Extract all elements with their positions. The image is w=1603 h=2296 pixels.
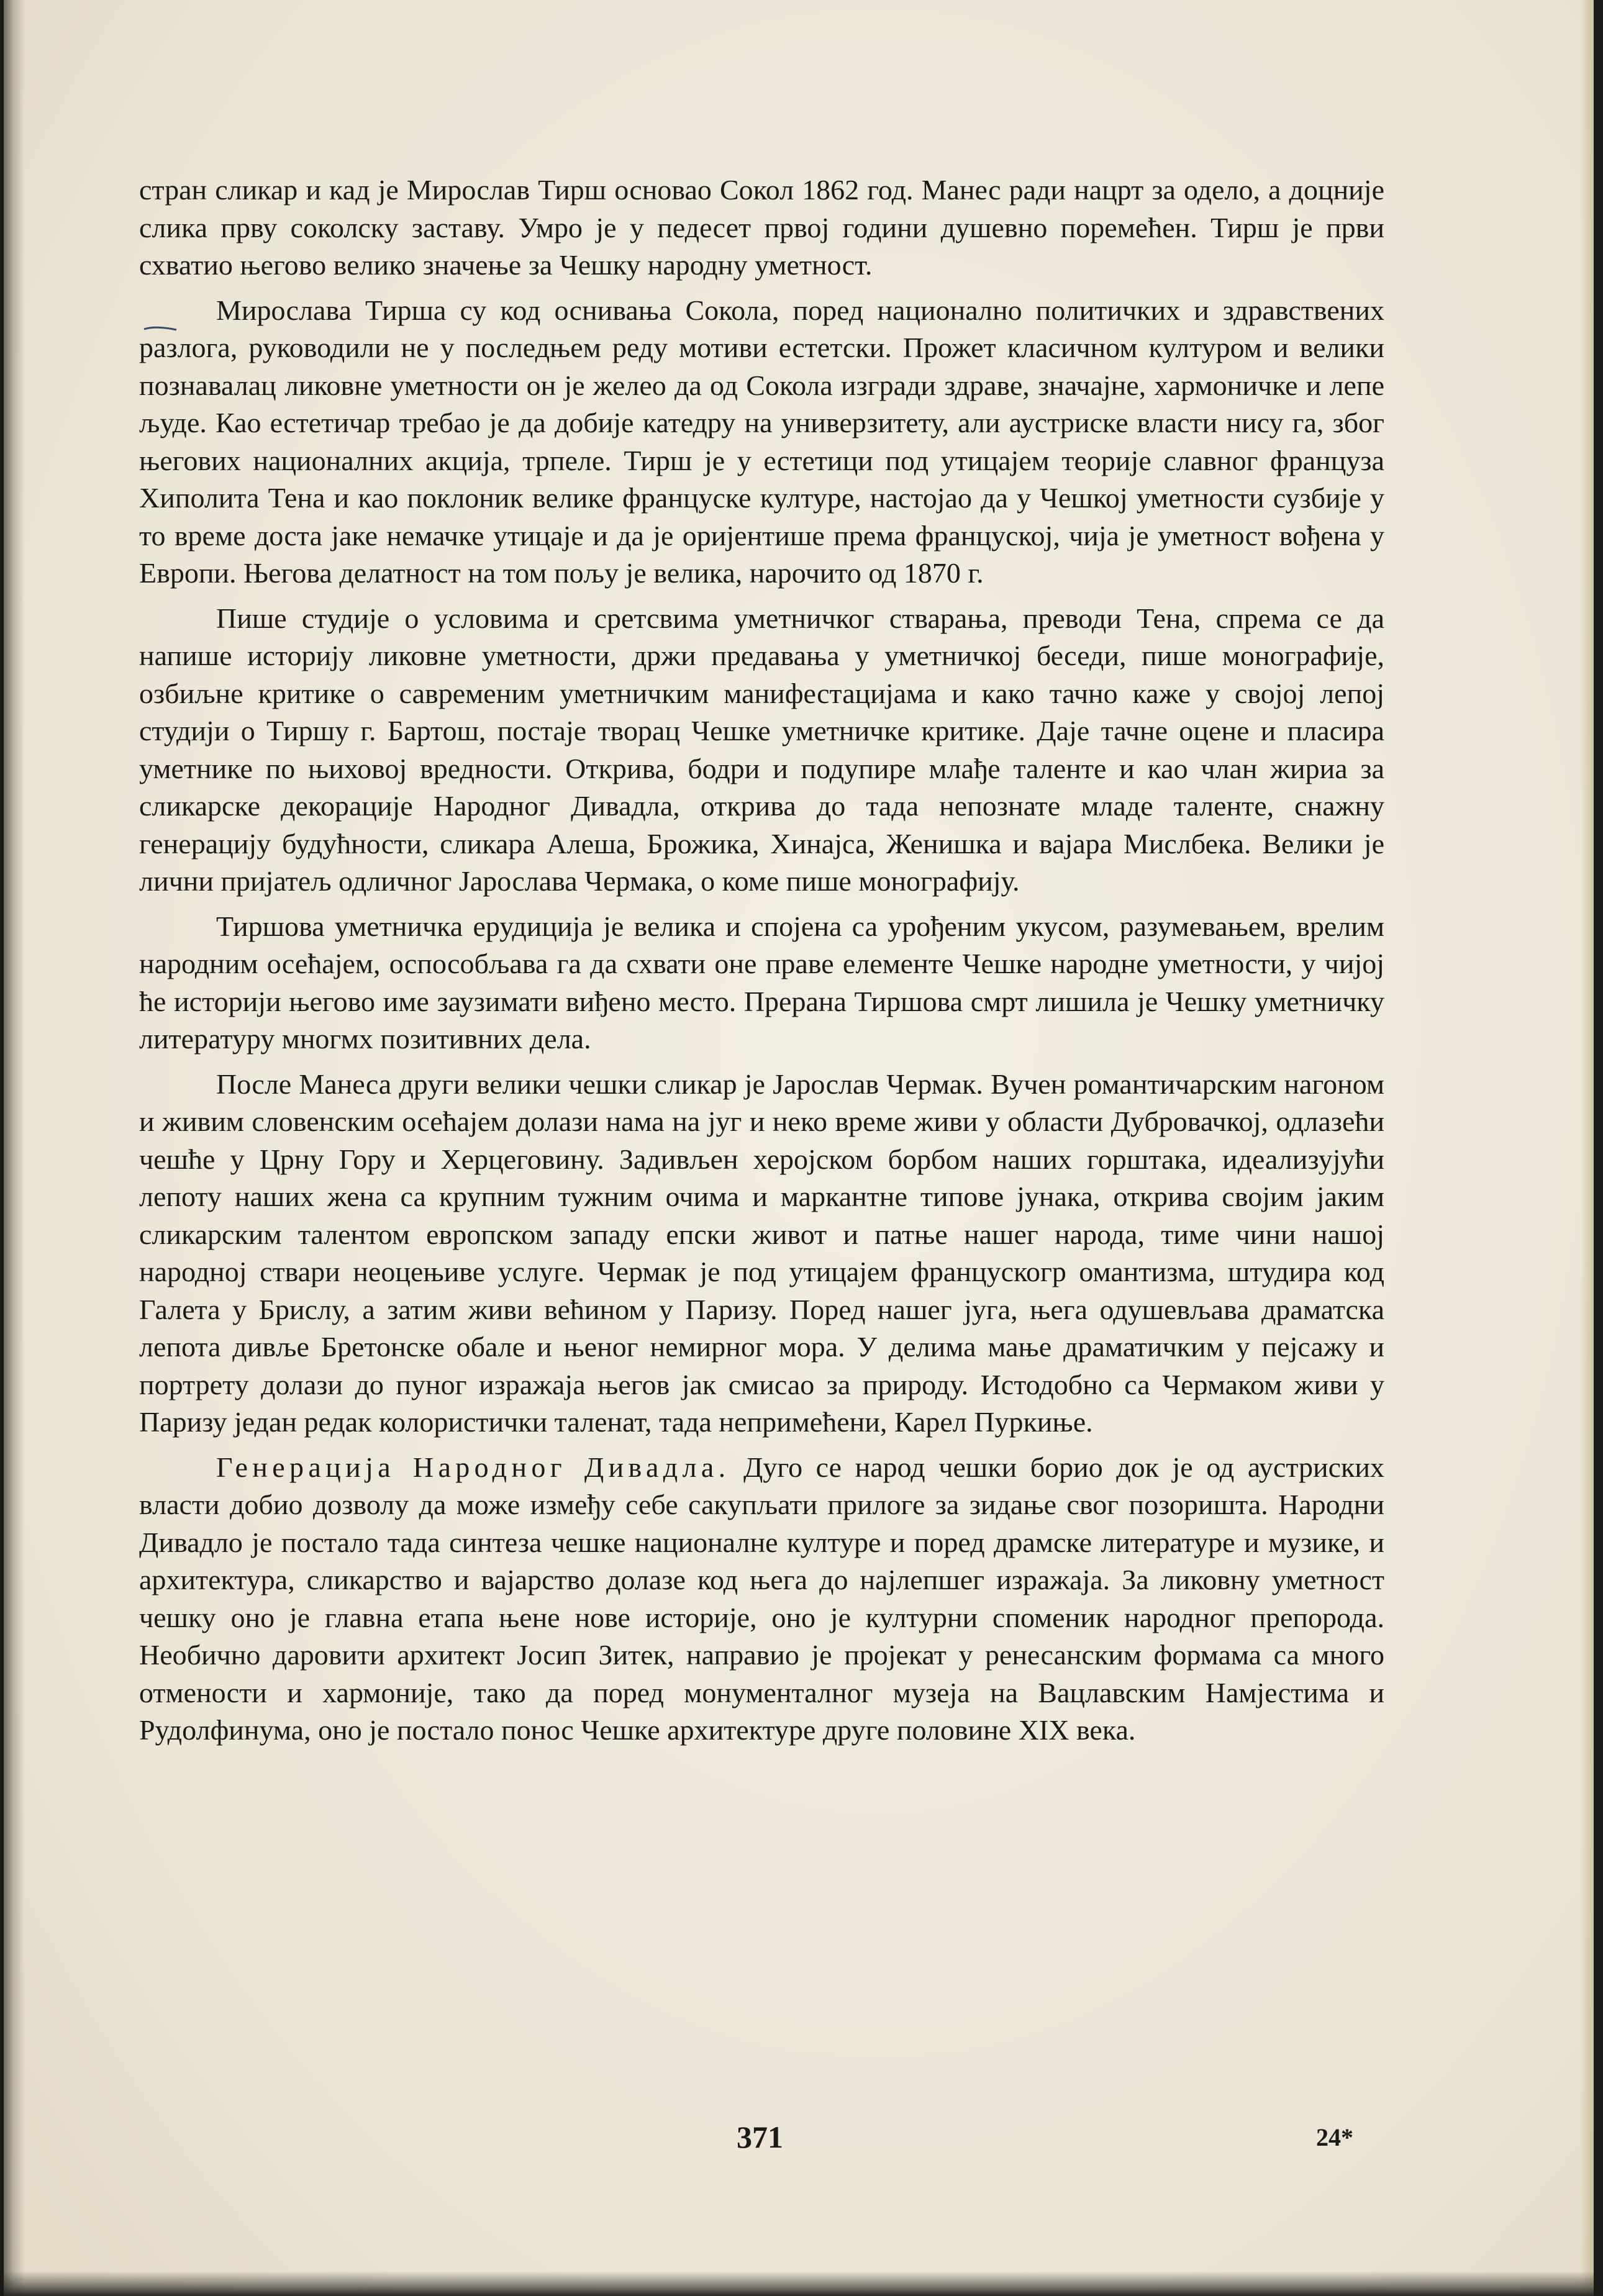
page-edge (1580, 0, 1594, 2296)
body-text (139, 171, 1384, 1757)
section-lead: Генерација Народног Дивадла. (216, 1451, 730, 1483)
paragraph: Мирослава Тирша су код оснивања Сокола, поред национално политичких и здравствених разлога, руководили не у последњем реду мотиви естетски. Прожет класичном културом и велики познавалац ликовне уметности он је желео да од Сокола изгради здраве, значајне, хармоничке и лепе људе. Као естетичар требао је да добије катедру на универзитету, али аустриске власти нису га, због његових националних акција, трпеле. Тирш је у естетици под утицајем теорије славног француза Хиполита Тена и као поклоник велике француске културе, настојао да у Чешкој уметности сузбије у то време доста јаке немачке утицаје и да је оријентише према француској, чија је уметност вођена у Европи. Његова делатност на том пољу је велика, нарочито од 1870 г. (139, 294, 1384, 589)
signature-mark: 24* (1316, 2123, 1353, 2151)
paragraph: После Манеса други велики чешки сликар је Јарослав Чермак. Вучен романтичарским нагоном и живим словенским осећајем долази нама на југ и неко време живи у области Дубровачкој, одлазећи чешће у Црну Гору и Херцеговину. Задивљен херојском борбом наших горштака, идеализујући лепоту наших жена са крупним тужним очима и маркантне типове јунака, открива својим јаким сликарским талентом европском западу епски живот и патње нашег народа, тиме чини нашој народној ствари неоцењиве услуге. Чермак је под утицајем францускогр омантизма, штудира код Галета у Брислу, а затим живи већином у Паризу. Поред нашег југа, њега одушевљава драматска лепота дивље Бретонске обале и њеног немирног мора. У делима мање драматичким у пејсажу и портрету долази до пуног изражаја његов јак смисао за природу. Истодобно са Чермаком живи у Паризу један редак колористички таленат, тада непримећени, Карел Пуркиње. (139, 1068, 1384, 1438)
page-number: 371 (737, 2120, 783, 2154)
paragraph-text: Дуго се народ чешки борио док је од аустриских власти добио дозволу да може између себе сакупљати прилоге за зидање свог позоришта. Народни Дивадло је постало тада синтеза чешке националне културе и поред драмске литературе и музике, и архитектура, сликарство и вајарство долазе код њега до најлепшег изражаја. За ликовну уметност чешку оно је главна етапа њене нове историје, оно је културни споменик народног препорода. Необично даровити архитект Јосип Зитек, направио је пројекат у ренесанским формама са много отмености и хармоније, тако да поред монументалног музеја на Вацлавским Намјестима и Рудолфинума, оно је постало понос Чешке архитектуре друге половине XIX века. (139, 1451, 1384, 1746)
book-page (4, 0, 1594, 2296)
paragraph (139, 1449, 1384, 1749)
paragraph: стран сликар и кад је Мирослав Тирш основао Сокол 1862 год. Манес ради нацрт за одело, а доцније слика прву соколску заставу. Умро је у педесет првој години душевно поремећен. Тирш је први схватио његово велико значење за Чешку народну уметност. (139, 174, 1384, 281)
binding-shadow (4, 0, 25, 2296)
bottom-edge (4, 2271, 1594, 2296)
paragraph: Пише студије о условима и сретсвима уметничког стварања, преводи Тена, спрема се да напише историју ликовне уметности, држи предавања у уметничкој беседи, пише монографије, озбиљне критике о савременим уметничким манифестацијама и како тачно каже у својој лепој студији о Тиршу г. Бартош, постаје творац Чешке уметничке критике. Даје тачне оцене и пласира уметнике по њиховој вредности. Открива, бодри и подупире млађе таленте и као члан жириа за сликарске декорације Народног Дивадла, открива до тада непознате младе таленте, снажну генерацију будућности, сликара Алеша, Брожика, Хинајса, Женишка и вајара Мислбека. Велики је лични пријатељ одличног Јарослава Чермака, о коме пише монографију. (139, 602, 1384, 897)
paragraph: Тиршова уметничка ерудиција је велика и спојена са урођеним укусом, разумевањем, врелим народним осећајем, оспособљава га да схвати оне праве елементе Чешке народне уметности, у чијој ће историји његово име заузимати виђено место. Прерана Тиршова смрт лишила је Чешку уметничку литературу многмх позитивних дела. (139, 910, 1384, 1055)
